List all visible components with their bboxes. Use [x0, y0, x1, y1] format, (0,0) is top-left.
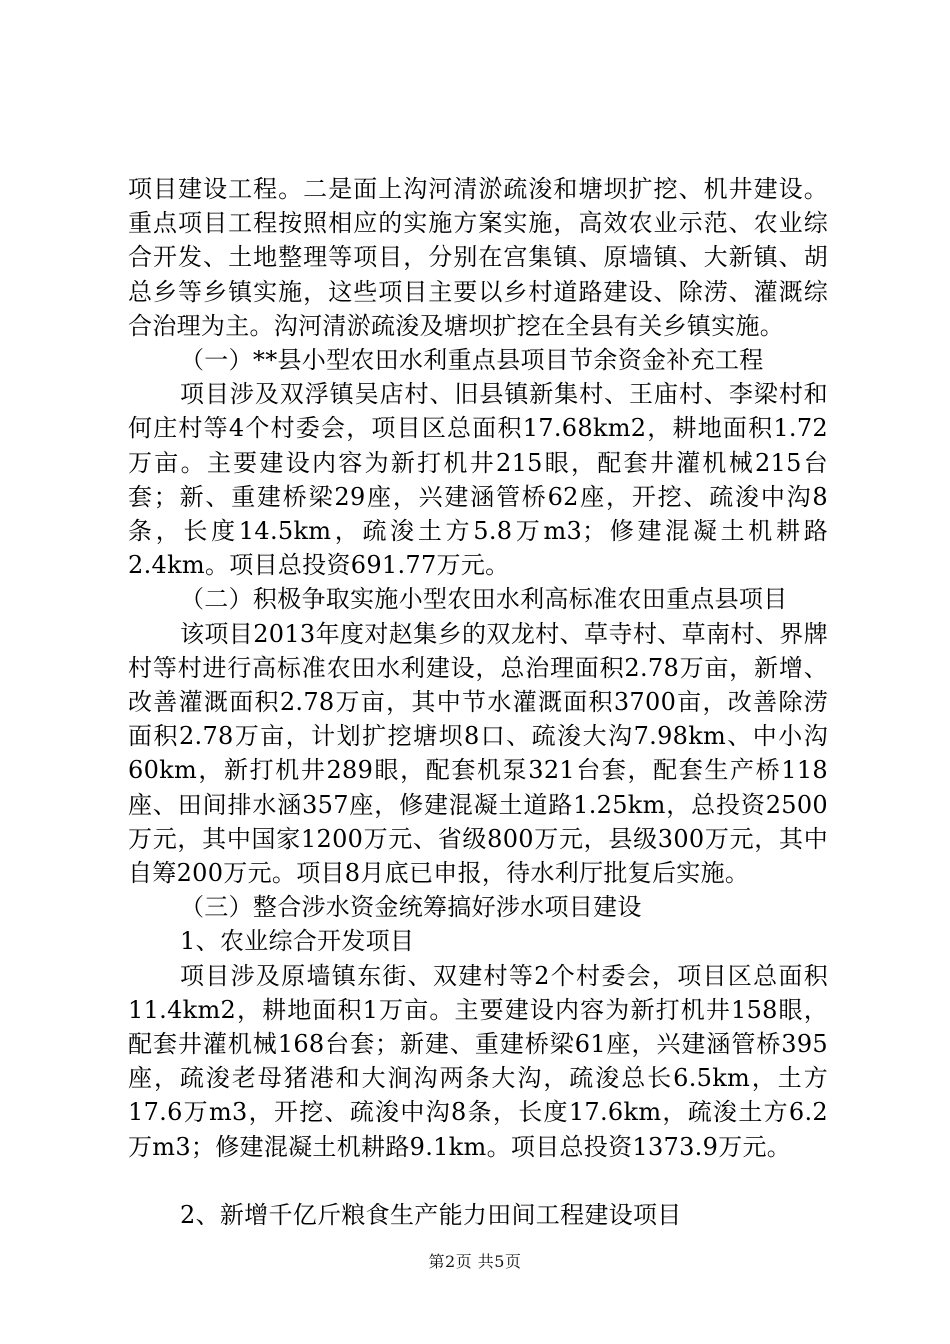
page-footer: 第2页 共5页: [428, 1252, 522, 1271]
subsection-heading-2: 2、新增千亿斤粮食生产能力田间工程建设项目: [180, 1200, 682, 1229]
paragraph-section-1: 项目涉及双浮镇吴店村、旧县镇新集村、王庙村、李梁村和何庄村等4个村委会，项目区总面积17.68km2，耕地面积1.72万亩。主要建设内容为新打机井215眼，配套井灌机械215台套；新、重建桥梁29座，兴建涵管桥62座，开挖、疏浚中沟8条，长度14.5km，疏浚土方5.8万m3；修建混凝土机耕路2.4km。项目总投资691.77万元。: [128, 380, 828, 580]
paragraph-gap: [128, 1164, 828, 1198]
paragraph-intro: 项目建设工程。二是面上沟河清淤疏浚和塘坝扩挖、机井建设。重点项目工程按照相应的实施方案实施，高效农业示范、农业综合开发、土地整理等项目，分别在宫集镇、原墙镇、大新镇、胡总乡等乡镇实施，这些项目主要以乡村道路建设、除涝、灌溉综合治理为主。沟河清淤疏浚及塘坝扩挖在全县有关乡镇实施。: [128, 175, 828, 340]
paragraph-section-2: 该项目2013年度对赵集乡的双龙村、草寺村、草南村、界牌村等村进行高标准农田水利建设，总治理面积2.78万亩，新增、改善灌溉面积2.78万亩，其中节水灌溉面积3700亩，改善除涝面积2.78万亩，计划扩挖塘坝8口、疏浚大沟7.98km、中小沟60km，新打机井289眼，配套机泵321台套，配套生产桥118座、田间排水涵357座，修建混凝土道路1.25km，总投资2500万元，其中国家1200万元、省级800万元，县级300万元，其中自筹200万元。项目8月底已申报，待水利厅批复后实施。: [128, 619, 828, 888]
section-heading-1: （一）**县小型农田水利重点县项目节余资金补充工程: [180, 346, 764, 375]
section-heading-2: （二）积极争取实施小型农田水利高标准农田重点县项目: [180, 585, 788, 614]
subsection-heading-1: 1、农业综合开发项目: [180, 927, 415, 956]
paragraph-subsection-1: 项目涉及原墙镇东街、双建村等2个村委会，项目区总面积11.4km2，耕地面积1万亩。主要建设内容为新打机井158眼，配套井灌机械168台套；新建、重建桥梁61座，兴建涵管桥395座，疏浚老母猪港和大涧沟两条大沟，疏浚总长6.5km，土方17.6万m3，开挖、疏浚中沟8条，长度17.6km，疏浚土方6.2万m3；修建混凝土机耕路9.1km。项目总投资1373.9万元。: [128, 961, 828, 1161]
section-heading-3: （三）整合涉水资金统筹搞好涉水项目建设: [180, 893, 642, 922]
document-body: [128, 172, 828, 1232]
